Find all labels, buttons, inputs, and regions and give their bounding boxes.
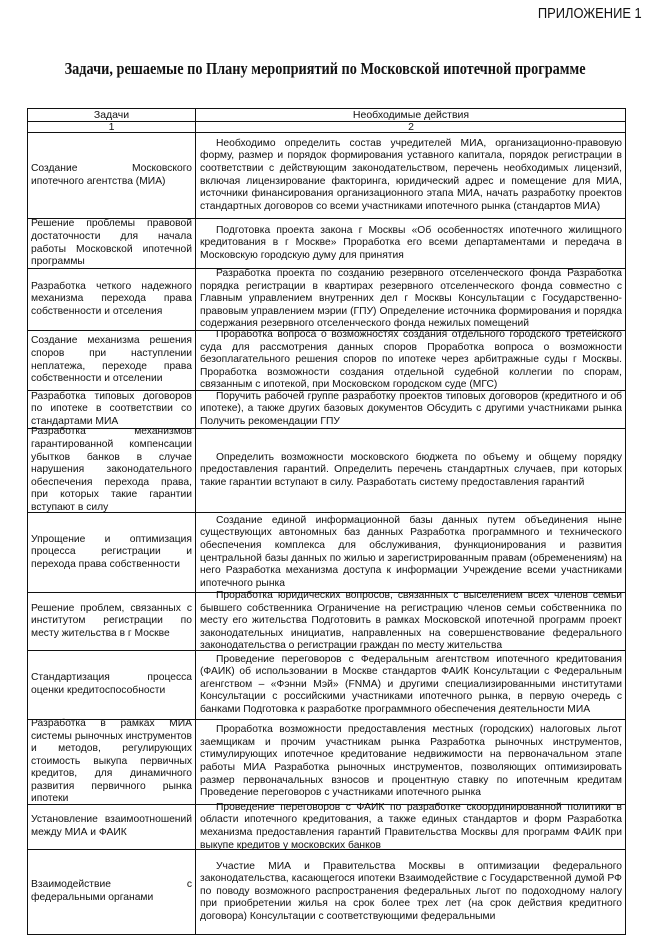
table-column-numbers-row [28, 122, 625, 133]
actions-cell: Проработка вопроса о возможностях создания отдельного городского третейского суда для рассмотрения данных споров Проработка вопроса о возможности безоплагательного решения споров по ипотеке через арбитражные суды г Москвы. Проработка возможности создания отдельной судебной коллегии по спорам, связанным с ипотекой, при Московском городском суде (МГС) [200, 329, 622, 391]
table-header-row [28, 109, 625, 122]
task-cell: Решение проблемы правовой достаточности для начала работы Московской ипотечной программы [31, 218, 192, 268]
tasks-table [27, 108, 626, 935]
column-number-2: 2 [408, 121, 414, 133]
table-row [28, 133, 625, 219]
document-title [0, 59, 650, 79]
column-header-actions: Необходимые действия [352, 109, 470, 121]
task-cell: Установление взаимоотношений между МИА и ФАИК [31, 814, 192, 838]
actions-cell: Определить возможности московского бюджета по объему и общему порядку предоставления гарантий. Определить перечень стандартных случаев, при которых такие гарантии вступают в силу. Разработать систему предоставления гарантий [200, 451, 622, 488]
actions-cell: Проведение переговоров с ФАИК по разработке скоординированной политики в области ипотечного кредитования, а также единых стандартов и форм Разработка механизма предоставления гарантий Правительства Москвы для программ ФАИК при выкупе кредитов у московских банков [200, 801, 622, 851]
task-cell: Упрощение и оптимизация процесса регистрации и перехода права собственности [31, 533, 192, 570]
table-row [28, 269, 625, 331]
task-cell: Создание Московского ипотечного агентства (МИА) [31, 162, 192, 187]
actions-cell: Проработка возможности предоставления местных (городских) налоговых льгот заемщикам и прочим участникам рынка Разработка рыночных инструментов, стимулирующих ипотечное кредитование недвижимости на первоначальном этапе работы МИА Разработка рыночных инструментов, позволяющих оптимизировать размер первоначальных взносов и процентную ставку по ипотечным кредитам Проведение переговоров с участниками ипотечного рынка [200, 724, 622, 799]
task-cell: Разработка четкого надежного механизма перехода права собственности и отселения [31, 280, 192, 317]
actions-cell: Необходимо определить состав учредителей МИА, организационно-правовую форму, размер и порядок формирования уставного капитала, порядок регистрации в соответствии с действующим законодательством, перечень необходимых лицензий, включая лицензирование факторинга, юридический адрес и помещение для МИА, источники финансирования организационного этапа МИА, начать разработку проектов стандартных договоров со всеми участниками ипотечного рынка (стандартов МИА) [200, 137, 622, 212]
document-title-text: Задачи, решаемые по Плану мероприятий по Московской ипотечной программе [64, 59, 586, 78]
table-row [28, 801, 625, 851]
actions-cell: Проработка юридических вопросов, связанных с выселением всех членов семьи бывшего собственника Ограничение на регистрацию членов семьи собственника по месту его жительства Подготовить в рамках Московской ипотечной программ проект законодательных инициатив, направленных на совершенствование федерального законодательства о регистрации граждан по месту жительства [200, 590, 622, 652]
table-row [28, 850, 625, 934]
appendix-label: ПРИЛОЖЕНИЕ 1 [538, 5, 642, 22]
table-row [28, 219, 625, 269]
column-header-tasks: Задачи [28, 109, 196, 121]
actions-cell: Разработка проекта по созданию резервного отселенческого фонда Разработка порядка регистрации в квартирах резервного отселенческого фонда совместно с Главным управлением внутренних дел г Москвы Консультации с Государственно-правовым управлением мэрии (ГПУ) Определение источника формирования и порядка содержания резервного отселенческого фонда нежилых помещений [200, 268, 622, 330]
table-row [28, 391, 625, 429]
column-number-1: 1 [28, 122, 196, 132]
actions-cell: Подготовка проекта закона г Москвы «Об особенностях ипотечного жилищного кредитования в г Москве» Проработка его всеми департаментами и передача в Московскую городскую думу для принятия [200, 224, 622, 261]
actions-cell: Участие МИА и Правительства Москвы в оптимизации федерального законодательства, касающегося ипотеки Взаимодействие с Государственной думой РФ по поводу возможного распространения федеральных льгот по подоходному налогу при приобретении жилья на срок более трех лет (на срок действия кредитного договора) Консультации с соответствующими федеральными [200, 860, 622, 922]
task-cell: Разработка механизмов гарантированной компенсации убытков банков в случае нарушения законодательного обеспечения перехода права, при которых такие гарантии вступают в силу [31, 426, 192, 513]
task-cell: Стандартизация процесса оценки кредитоспособности [31, 672, 192, 696]
task-cell: Взаимодействие с федеральными органами [31, 879, 192, 903]
table-row [28, 717, 625, 805]
task-cell: Разработка в рамках МИА системы рыночных инструментов и методов, регулирующих стоимость выкупа первичных кредитов, для динамичного развития первичного рынка ипотеки [31, 717, 192, 805]
actions-cell: Создание единой информационной базы данных путем объединения ныне существующих автономных баз данных Разработка программного и технического обеспечения комплекса для обслуживания, функционирования и развития центральной базы данных по жилью и зарегистрированным правам (обременениям) на него Разработка механизма доступа к информации Учреждение всеми участниками ипотечного рынка [200, 514, 622, 589]
table-row [28, 331, 625, 391]
table-row [28, 590, 625, 652]
actions-cell: Проведение переговоров с Федеральным агентством ипотечного кредитования (ФАИК) об использовании в Москве стандартов ФАИК Консультации с Федеральным агенгством – «Фэнни Мэй» (FNMA) и другими специализированными институтами Консультации с российскими участниками ипотечного рынка, в первую очередь с банками Подготовка к разработке программного обеспечения деятельности МИА [200, 653, 622, 715]
table-row [28, 651, 625, 720]
task-cell: Создание механизма решения споров при наступлении неплатежа, переходе права собственности и отселении [31, 335, 192, 385]
task-cell: Решение проблем, связанных с институтом регистрации по месту жительства в г Москве [31, 602, 192, 639]
table-row [28, 426, 625, 513]
table-row [28, 513, 625, 593]
task-cell: Разработка типовых договоров по ипотеке в соответствии со стандартами МИА [31, 390, 192, 427]
actions-cell: Поручить рабочей группе разработку проектов типовых договоров (кредитного и об ипотеке), а также других базовых документов Обсудить с другими участниками рынка Получить рекомендации ГПУ [200, 390, 622, 427]
